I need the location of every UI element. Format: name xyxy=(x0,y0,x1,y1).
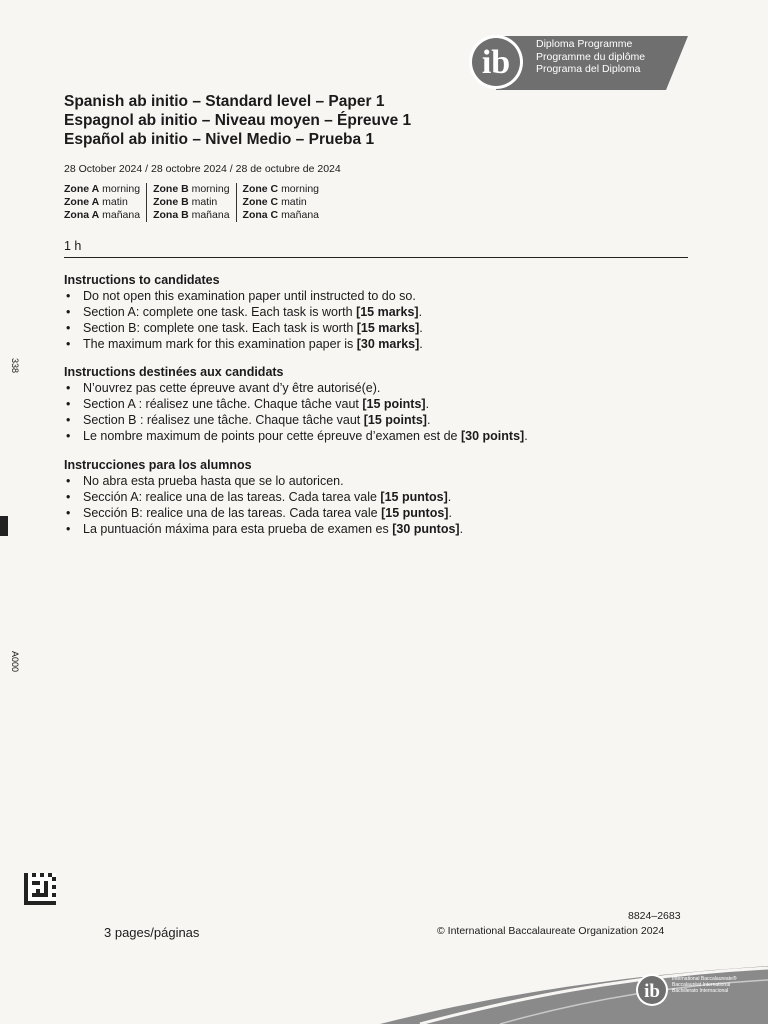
margin-code-top: 338 xyxy=(10,358,20,374)
margin-marker xyxy=(0,516,8,536)
instructions-heading: Instructions destinées aux candidats xyxy=(64,365,284,379)
instructions-heading: Instrucciones para los alumnos xyxy=(64,458,252,472)
instruction-item: • Section B: complete one task. Each task is worth [15 marks]. xyxy=(64,320,704,336)
instructions-spanish xyxy=(64,457,704,537)
instruction-item: • La puntuación máxima para esta prueba de examen es [30 puntos]. xyxy=(64,521,704,537)
instruction-item: • Le nombre maximum de points pour cette épreuve d’examen est de [30 points]. xyxy=(64,428,704,444)
instruction-item: • Do not open this examination paper until instructed to do so. xyxy=(64,288,704,304)
zone-table xyxy=(64,183,325,222)
instructions-heading: Instructions to candidates xyxy=(64,273,220,287)
title-english: Spanish ab initio – Standard level – Paper 1 xyxy=(64,93,385,110)
title-french: Espagnol ab initio – Niveau moyen – Épreuve 1 xyxy=(64,112,412,129)
instruction-item: • Sección A: realice una de las tareas. Cada tarea vale [15 puntos]. xyxy=(64,489,704,505)
zone-a-column: Zone A morning Zone A matin Zona A mañana xyxy=(64,183,141,221)
instruction-item: • Section A: complete one task. Each task is worth [15 marks]. xyxy=(64,304,704,320)
instructions-english xyxy=(64,272,704,352)
instruction-item: • Section B : réalisez une tâche. Chaque tâche vaut [15 points]. xyxy=(64,412,704,428)
exam-date: 28 October 2024 / 28 octobre 2024 / 28 de octubre de 2024 xyxy=(64,163,341,175)
paper-titles xyxy=(64,92,411,149)
zone-b-column: Zone B morning Zone B matin Zona B mañana xyxy=(146,183,235,222)
programme-line: Programme du diplôme xyxy=(536,50,646,63)
programme-line: Diploma Programme xyxy=(536,38,633,50)
ib-footer-logo-icon: ib xyxy=(644,981,660,1002)
organisation-names: International Baccalaureate® Baccalauréat International Bachillerato Internacional xyxy=(672,976,737,994)
programme-names xyxy=(536,38,645,76)
instruction-item: • No abra esta prueba hasta que se lo autoricen. xyxy=(64,473,704,489)
instruction-item: • Section A : réalisez une tâche. Chaque tâche vaut [15 points]. xyxy=(64,396,704,412)
instruction-item: • N’ouvrez pas cette épreuve avant d’y être autorisé(e). xyxy=(64,380,704,396)
instruction-item: • The maximum mark for this examination paper is [30 marks]. xyxy=(64,336,704,352)
title-spanish: Español ab initio – Nivel Medio – Prueba 1 xyxy=(64,131,375,148)
margin-code-bottom: A000 xyxy=(10,651,20,673)
page-count: 3 pages/páginas xyxy=(104,925,200,940)
header-divider xyxy=(64,257,688,258)
paper-code: 8824–2683 xyxy=(628,910,681,922)
instructions-french xyxy=(64,364,704,444)
zone-c-column: Zone C morning Zone C matin Zona C mañana xyxy=(236,183,325,222)
programme-line: Programa del Diploma xyxy=(536,63,641,75)
instruction-item: • Sección B: realice una de las tareas. Cada tarea vale [15 puntos]. xyxy=(64,505,704,521)
exam-duration: 1 h xyxy=(64,239,82,253)
copyright: © International Baccalaureate Organization 2024 xyxy=(437,925,665,937)
barcode-icon xyxy=(24,873,56,905)
ib-logo-text: ib xyxy=(481,44,511,81)
